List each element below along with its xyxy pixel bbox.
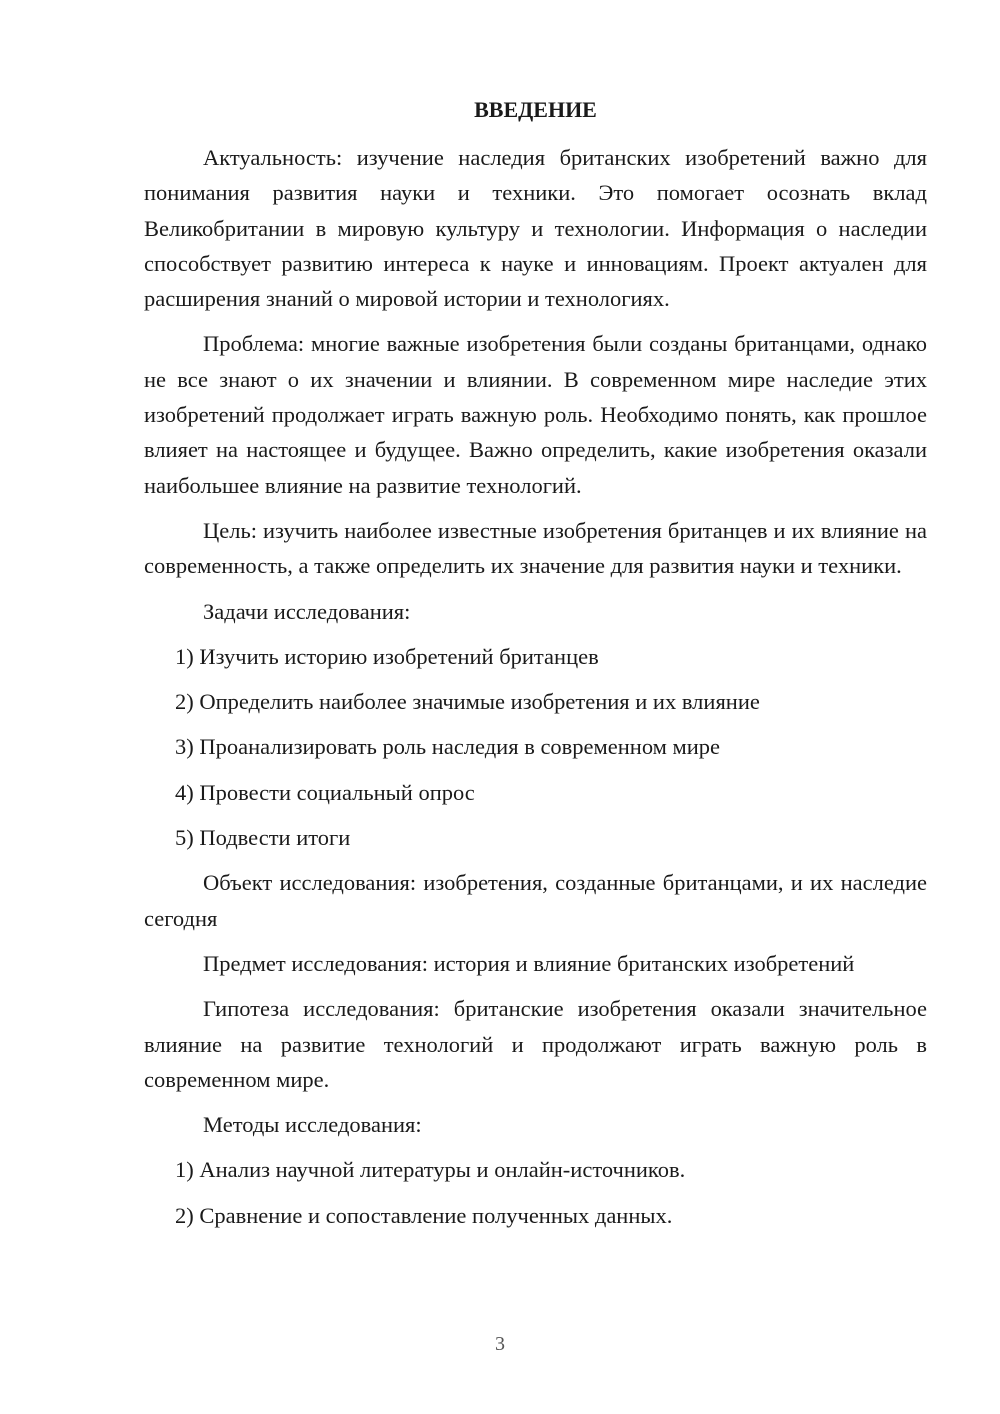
relevance-paragraph: Актуальность: изучение наследия британских изобретений важно для понимания развития науки и техники. Это помогает осознать вклад Великобритании в мировую культуру и технологии. Информация о наследии способствует развитию интереса к науке и инновациям. Проект актуален для расширения знаний о мировой истории и технологиях. <box>144 145 927 312</box>
list-item: 1) Анализ научной литературы и онлайн-источников. <box>175 1157 686 1183</box>
problem-paragraph: Проблема: многие важные изобретения были созданы британцами, однако не все знают о их значении и влиянии. В современном мире наследие этих изобретений продолжает играть важную роль. Необходимо понять, как прошлое влияет на настоящее и будущее. Важно определить, какие изобретения оказали наибольшее влияние на развитие технологий. <box>144 331 927 498</box>
tasks-list <box>144 639 927 855</box>
methods-heading: Методы исследования: <box>203 1112 422 1138</box>
page-title: ВВЕДЕНИЕ <box>474 97 597 122</box>
tasks-heading: Задачи исследования: <box>203 598 411 624</box>
page-number: 3 <box>495 1333 505 1355</box>
hypothesis-paragraph: Гипотеза исследования: британские изобретения оказали значительное влияние на развитие технологий и продолжают играть важную роль в современном мире. <box>144 996 927 1092</box>
goal-paragraph: Цель: изучить наиболее известные изобретения британцев и их влияние на современность, а также определить их значение для развития науки и техники. <box>144 517 927 579</box>
list-item: 4) Провести социальный опрос <box>175 779 475 805</box>
methods-list <box>144 1152 927 1233</box>
document-page <box>144 92 927 1243</box>
list-item: 3) Проанализировать роль наследия в современном мире <box>175 734 721 760</box>
list-item: 2) Сравнение и сопоставление полученных данных. <box>175 1202 673 1228</box>
object-paragraph: Объект исследования: изобретения, созданные британцами, и их наследие сегодня <box>144 870 927 931</box>
list-item: 1) Изучить историю изобретений британцев <box>175 643 599 669</box>
list-item: 5) Подвести итоги <box>175 825 351 851</box>
list-item: 2) Определить наиболее значимые изобретения и их влияние <box>175 689 760 715</box>
subject-paragraph: Предмет исследования: история и влияние британских изобретений <box>203 950 855 976</box>
